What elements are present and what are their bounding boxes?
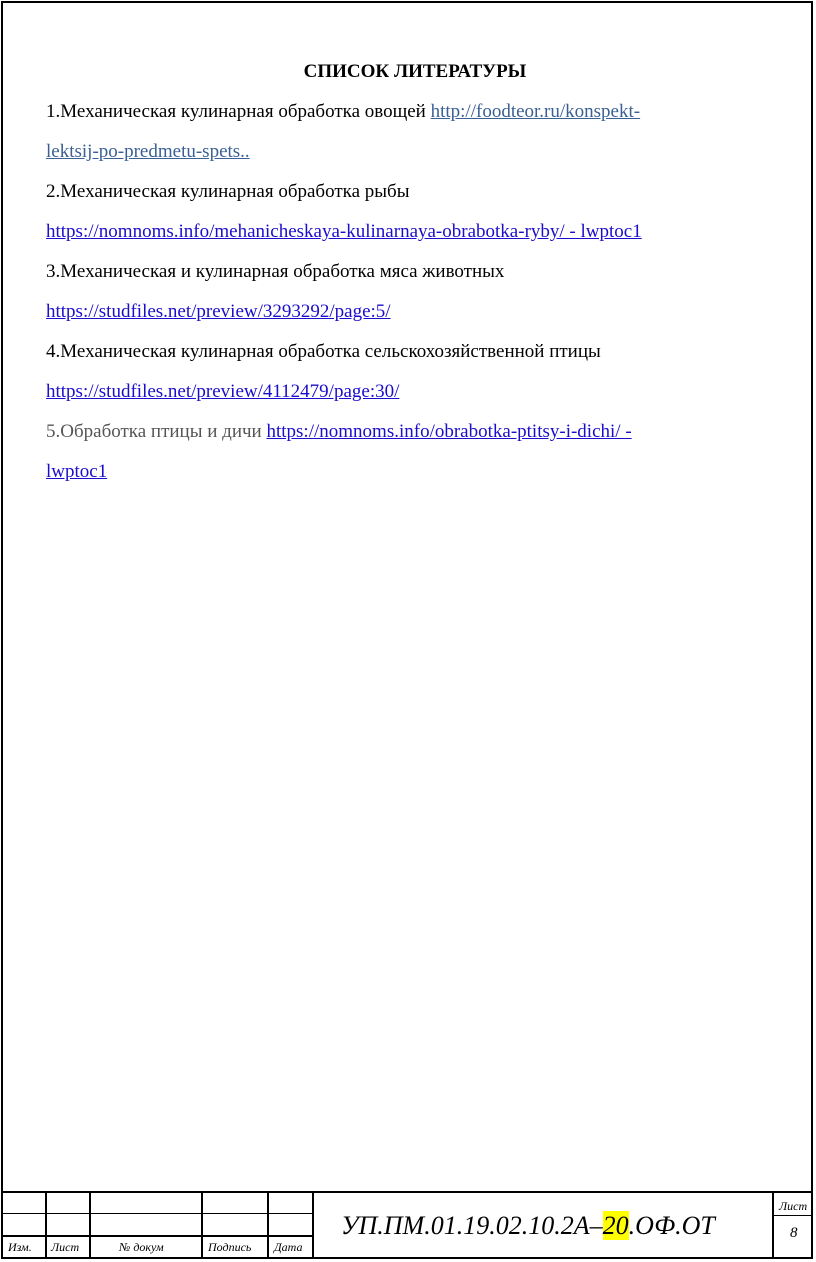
stamp-label-date: Дата bbox=[274, 1240, 303, 1254]
entry-3-link-line bbox=[46, 292, 766, 332]
entry-1-text: 1.Механическая кулинарная обработка овощей bbox=[46, 101, 431, 122]
entry-5-text: 5.Обработка птицы и дичи bbox=[46, 421, 267, 442]
sheet-label: Лист bbox=[779, 1199, 808, 1213]
document-code bbox=[341, 1211, 715, 1241]
entry-4-link-line bbox=[46, 372, 766, 412]
stamp-col-line-3 bbox=[201, 1191, 203, 1259]
entry-5 bbox=[46, 412, 766, 452]
entry-1 bbox=[46, 92, 766, 132]
entry-3 bbox=[46, 252, 766, 292]
stamp-top-border bbox=[1, 1191, 813, 1193]
entry-1-link[interactable]: http://foodteor.ru/konspekt- bbox=[430, 101, 641, 122]
entry-5-continuation bbox=[46, 452, 766, 492]
page-title: СПИСОК ЛИТЕРАТУРЫ bbox=[303, 61, 527, 82]
stamp-col-line-6 bbox=[772, 1191, 774, 1259]
stamp-label-doc-no: № докум bbox=[119, 1240, 164, 1254]
stamp-label-signature: Подпись bbox=[208, 1240, 252, 1254]
stamp-col-line-1 bbox=[45, 1191, 47, 1259]
entry-2-link-line bbox=[46, 212, 766, 252]
entry-5-link[interactable]: https://nomnoms.info/obrabotka-ptitsy-i-dichi/ - bbox=[266, 421, 632, 442]
stamp-label-list: Лист bbox=[51, 1240, 80, 1254]
document-code-prefix: УП.ПМ.01.19.02.10.2А– bbox=[341, 1211, 603, 1240]
entry-2 bbox=[46, 172, 766, 212]
document-code-suffix: .ОФ.ОТ bbox=[628, 1211, 715, 1240]
entry-1-continuation bbox=[46, 132, 766, 172]
entry-4 bbox=[46, 332, 766, 372]
document-code-highlight: 20 bbox=[602, 1211, 629, 1240]
sheet-number: 8 bbox=[790, 1225, 798, 1241]
entry-5-link-continuation[interactable]: lwptoc1 bbox=[46, 461, 108, 482]
entry-4-link[interactable]: https://studfiles.net/preview/4112479/page:30/ bbox=[46, 381, 400, 402]
stamp-label-izm: Изм. bbox=[8, 1240, 32, 1254]
stamp-col-line-2 bbox=[89, 1191, 91, 1259]
entry-3-link[interactable]: https://studfiles.net/preview/3293292/page:5/ bbox=[46, 301, 391, 322]
entry-3-text: 3.Механическая и кулинарная обработка мяса животных bbox=[46, 261, 505, 282]
title-block bbox=[1, 1191, 813, 1259]
stamp-sheet-line bbox=[773, 1215, 813, 1216]
entry-2-text: 2.Механическая кулинарная обработка рыбы bbox=[46, 181, 410, 202]
entry-4-text: 4.Механическая кулинарная обработка сельскохозяйственной птицы bbox=[46, 341, 601, 362]
entry-2-link[interactable]: https://nomnoms.info/mehanicheskaya-kulinarnaya-obrabotka-ryby/ - lwptoc1 bbox=[46, 221, 642, 242]
entry-1-link-continuation[interactable]: lektsij-po-predmetu-spets.. bbox=[46, 141, 250, 162]
stamp-col-line-5 bbox=[312, 1191, 314, 1259]
bibliography bbox=[46, 58, 766, 492]
stamp-col-line-4 bbox=[267, 1191, 269, 1259]
